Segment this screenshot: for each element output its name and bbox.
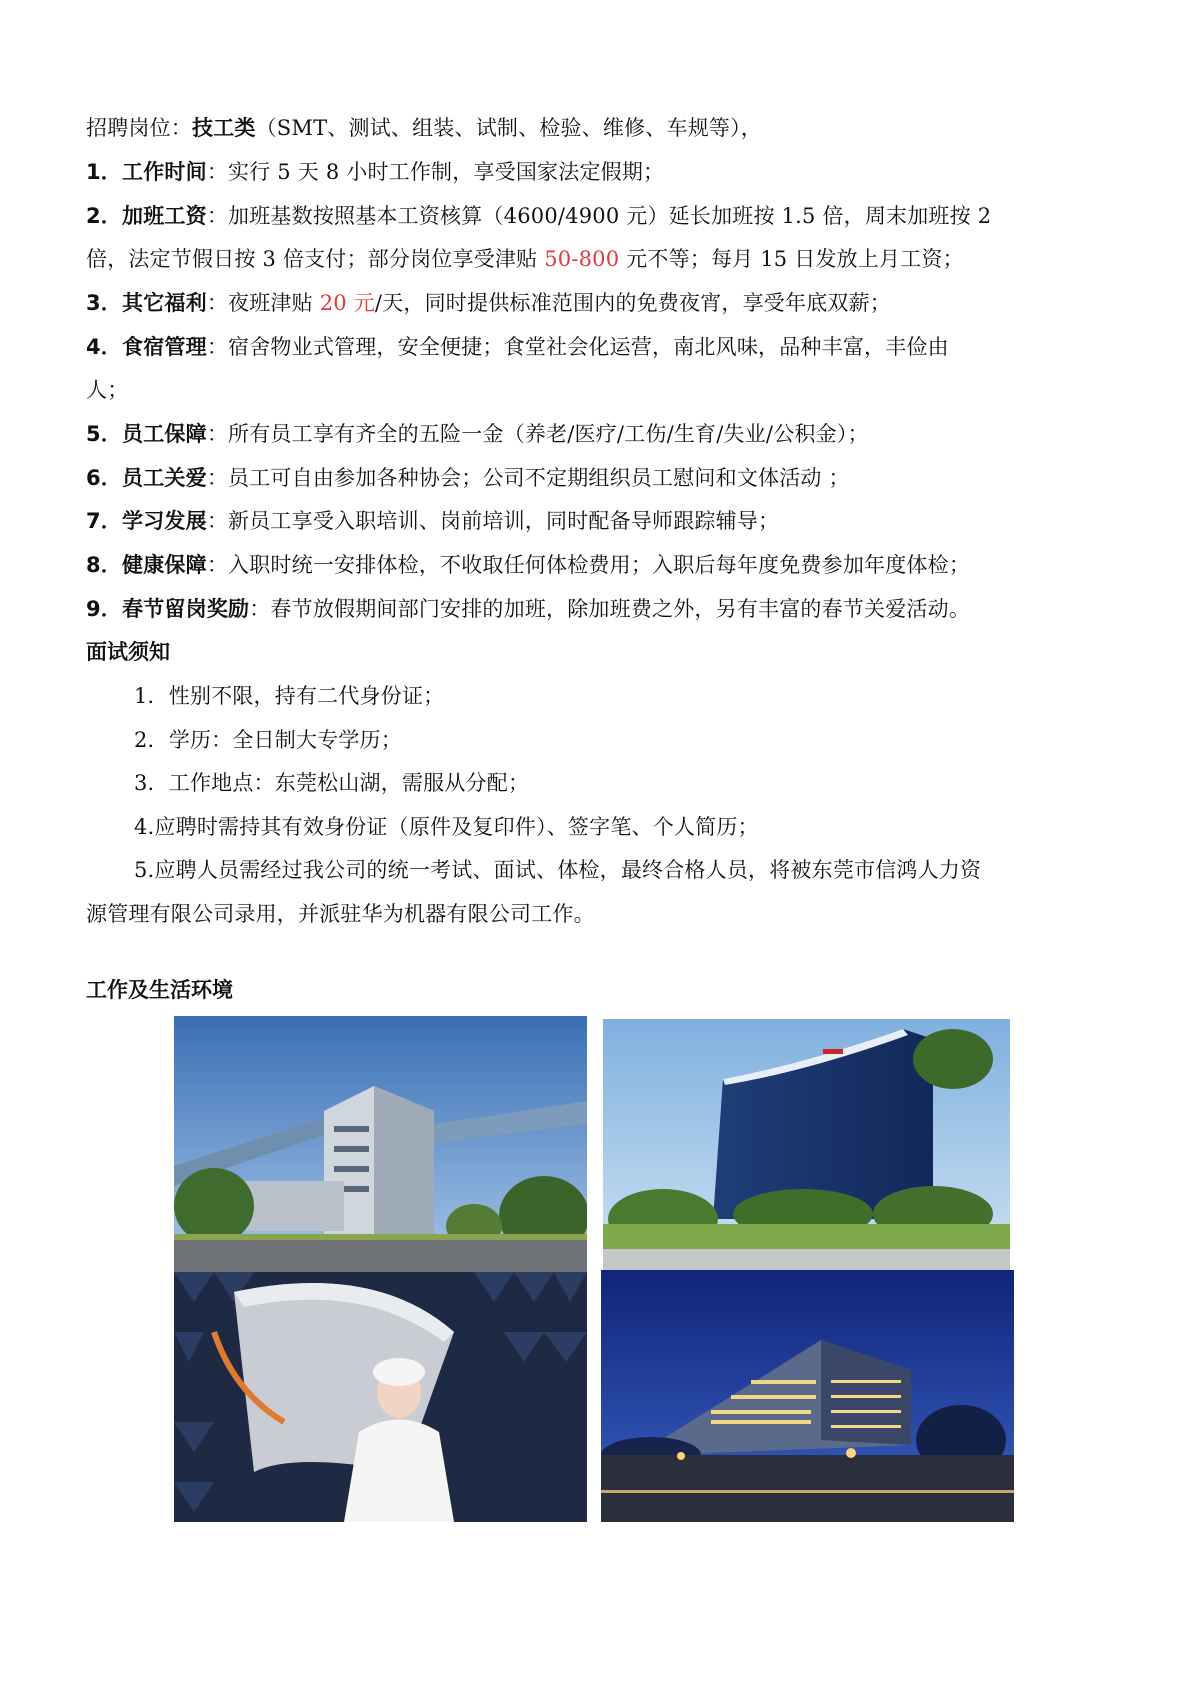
- positions-line: [86, 113, 1119, 143]
- benefit-number: 8．: [86, 553, 123, 577]
- benefit-number: 9．: [86, 597, 123, 621]
- benefit-number: 2．: [86, 204, 123, 228]
- benefit-title: 工作时间: [122, 160, 207, 184]
- benefit-colon: ：: [249, 597, 271, 621]
- benefit-item: [86, 157, 1119, 187]
- benefit-title: 春节留岗奖励: [122, 597, 250, 621]
- benefit-text: 所有员工享有齐全的五险一金（养老/医疗/工伤/生育/失业/公积金）；: [228, 422, 869, 446]
- benefit-title: 加班工资: [122, 204, 207, 228]
- positions-prefix: 招聘岗位：: [86, 116, 192, 140]
- benefit-text: 员工可自由参加各种协会；公司不定期组织员工慰问和文体活动 ；: [228, 466, 850, 490]
- interview-item: 2．学历：全日制大专学历；: [134, 728, 402, 752]
- benefit-colon: ：: [206, 160, 229, 184]
- benefit-text: 元不等；每月 15 日发放上月工资；: [619, 247, 964, 271]
- lab-engineer-photo: [174, 1272, 587, 1522]
- benefit-text: 入职时统一安排体检，不收取任何体检费用；入职后每年度免费参加年度体检；: [228, 553, 971, 577]
- positions-detail: （SMT、测试、组装、试制、检验、维修、车规等），: [255, 116, 763, 140]
- benefit-number: 4．: [86, 335, 123, 359]
- benefit-colon: ：: [206, 422, 229, 446]
- benefit-colon: ：: [206, 553, 229, 577]
- benefit-number: 7．: [86, 509, 123, 533]
- benefit-item: [86, 288, 1119, 318]
- benefit-number: 5．: [86, 422, 123, 446]
- benefit-number: 6．: [86, 466, 123, 490]
- benefit-text: 夜班津贴: [228, 291, 320, 315]
- benefit-text: 新员工享受入职培训、岗前培训，同时配备导师跟踪辅导；: [228, 509, 780, 533]
- benefit-number: 3．: [86, 291, 123, 315]
- interview-section-title: 面试须知: [86, 640, 170, 664]
- interview-item: 3．工作地点：东莞松山湖，需服从分配；: [134, 771, 530, 795]
- benefit-item: [86, 594, 1119, 624]
- benefit-text: 人；: [86, 378, 129, 402]
- positions-category: 技工类: [192, 116, 256, 140]
- benefit-colon: ：: [206, 291, 229, 315]
- benefit-text: 春节放假期间部门安排的加班，除加班费之外，另有丰富的春节关爱活动。: [270, 597, 971, 621]
- benefit-title: 员工保障: [122, 422, 207, 446]
- benefit-text: 加班基数按照基本工资核算（4600/4900 元）延长加班按 1.5 倍，周末加班按 2: [228, 204, 992, 228]
- benefit-item: [86, 201, 1119, 231]
- benefit-title: 其它福利: [122, 291, 207, 315]
- benefit-text: 实行 5 天 8 小时工作制，享受国家法定假期；: [228, 160, 665, 184]
- glass-tower-photo: [603, 1019, 1010, 1275]
- interview-item: 4.应聘时需持其有效身份证（原件及复印件）、签字笔、个人简历；: [134, 815, 759, 839]
- benefit-item: [86, 550, 1119, 580]
- benefit-item: [86, 506, 1119, 536]
- benefit-colon: ：: [206, 204, 229, 228]
- benefit-text: 倍，法定节假日按 3 倍支付；部分岗位享受津贴: [86, 247, 545, 271]
- benefit-title: 学习发展: [122, 509, 207, 533]
- benefit-title: 健康保障: [122, 553, 207, 577]
- benefit-item: [86, 463, 1119, 493]
- interview-item: 5.应聘人员需经过我公司的统一考试、面试、体检，最终合格人员，将被东莞市信鸿人力资: [134, 858, 982, 882]
- benefit-number: 1．: [86, 160, 123, 184]
- benefit-colon: ：: [206, 509, 229, 533]
- benefit-text: /天，同时提供标准范围内的免费夜宵，享受年底双薪；: [374, 291, 891, 315]
- interview-item: 1．性别不限，持有二代身份证；: [134, 684, 445, 708]
- benefit-continuation: [86, 244, 1119, 274]
- benefit-colon: ：: [206, 335, 229, 359]
- environment-section-title: 工作及生活环境: [86, 978, 233, 1002]
- benefit-continuation: [86, 375, 1119, 405]
- benefit-title: 食宿管理: [122, 335, 207, 359]
- office-building-photo: [174, 1016, 587, 1275]
- benefit-text: 宿舍物业式管理，安全便捷；食堂社会化运营，南北风味，品种丰富，丰俭由: [228, 335, 949, 359]
- allowance-highlight: 50-800: [544, 247, 620, 271]
- interview-item-continuation: 源管理有限公司录用，并派驻华为机器有限公司工作。: [86, 902, 595, 926]
- benefit-title: 员工关爱: [122, 466, 207, 490]
- benefit-item: [86, 332, 1119, 362]
- benefit-colon: ：: [206, 466, 229, 490]
- night-allowance-highlight: 20 元: [319, 291, 375, 315]
- campus-night-photo: [601, 1270, 1014, 1522]
- benefit-item: [86, 419, 1119, 449]
